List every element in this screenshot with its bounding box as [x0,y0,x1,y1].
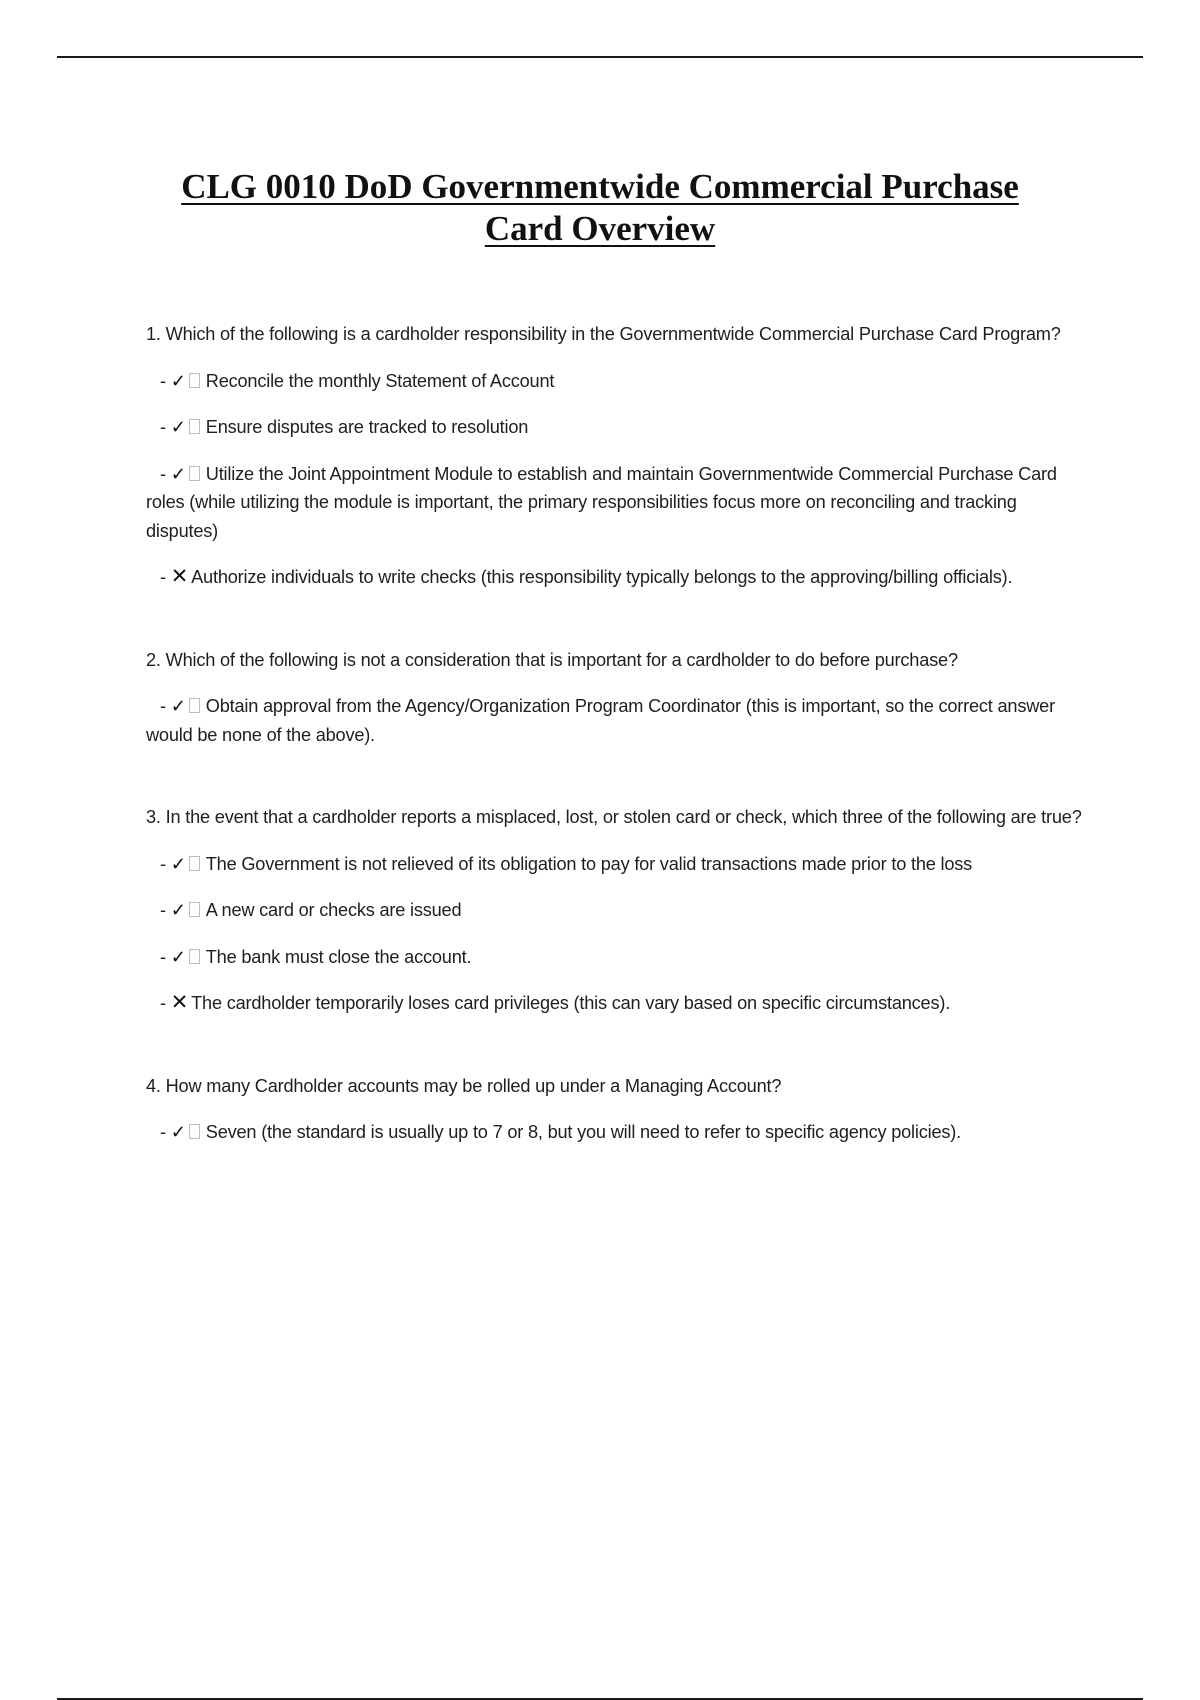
answer-option [146,563,1086,592]
check-icon: ✓ [170,853,186,874]
answer-option [146,850,1086,879]
cross-icon: ✕ [170,991,189,1014]
check-icon: ✓ [170,900,186,920]
check-icon: ✓ [170,370,186,391]
option-text: The bank must close the account. [205,946,472,967]
question-block-1 [146,320,1086,592]
document-title [140,166,1060,250]
title-line-1: CLG 0010 DoD Governmentwide Commercial Purchase [181,167,1019,206]
option-text: A new card or checks are issued [205,900,462,920]
question-text: 2. Which of the following is not a consideration that is important for a cardholder to do before purchase? [146,649,958,670]
check-icon: ✓ [170,946,186,967]
cross-icon: ✕ [170,565,189,588]
header-rule [57,56,1143,58]
option-text: Reconcile the monthly Statement of Account [205,370,555,391]
answer-option [146,367,1086,396]
dash: - [160,993,171,1013]
checkbox-icon [189,698,200,713]
checkbox-icon [189,419,200,434]
check-icon: ✓ [170,696,186,716]
dash: - [160,463,171,484]
option-text: The Government is not relieved of its obligation to pay for valid transactions made prior to the loss [205,853,973,874]
dash: - [160,900,171,920]
dash: - [160,853,171,874]
option-text: Authorize individuals to write checks (this responsibility typically belongs to the approving/billing officials). [191,567,1013,587]
dash: - [160,417,171,437]
question-text: 1. Which of the following is a cardholder responsibility in the Governmentwide Commercial Purchase Card Program? [146,324,1061,344]
dash: - [160,567,171,587]
option-text: Seven (the standard is usually up to 7 or 8, but you will need to refer to specific agency policies). [205,1122,961,1142]
checkbox-icon [189,856,200,871]
dash: - [160,946,171,967]
answer-option [146,413,1086,442]
option-text: Obtain approval from the Agency/Organization Program Coordinator (this is important, so the correct answer would be none of the above). [146,696,1055,745]
question-block-2 [146,646,1086,750]
question-block-3 [146,803,1086,1018]
question-text: 3. In the event that a cardholder reports a misplaced, lost, or stolen card or check, which three of the following are true? [146,807,1082,827]
checkbox-icon [189,373,200,388]
dash: - [160,1122,171,1142]
checkbox-icon [189,1124,200,1139]
answer-option [146,1118,1086,1147]
dash: - [160,696,171,716]
question-block-4 [146,1072,1086,1147]
answer-option [146,896,1086,925]
option-text: Utilize the Joint Appointment Module to establish and maintain Governmentwide Commercial Purchase Card roles (while utilizing the module is important, the primary responsibilities focus more on reconciling and tracking disputes) [146,463,1057,541]
title-line-2: Card Overview [484,209,716,248]
option-text: Ensure disputes are tracked to resolution [205,417,529,437]
check-icon: ✓ [170,417,186,437]
check-icon: ✓ [170,463,186,484]
answer-option [146,989,1086,1018]
answer-option [146,460,1086,546]
checkbox-icon [189,466,200,481]
answer-option [146,943,1086,972]
dash: - [160,370,171,391]
option-text: The cardholder temporarily loses card privileges (this can vary based on specific circumstances). [191,993,951,1013]
checkbox-icon [189,902,200,917]
document-body [146,320,1086,1201]
checkbox-icon [189,949,200,964]
check-icon: ✓ [170,1122,186,1142]
question-text: 4. How many Cardholder accounts may be rolled up under a Managing Account? [146,1075,782,1096]
answer-option [146,692,1086,749]
